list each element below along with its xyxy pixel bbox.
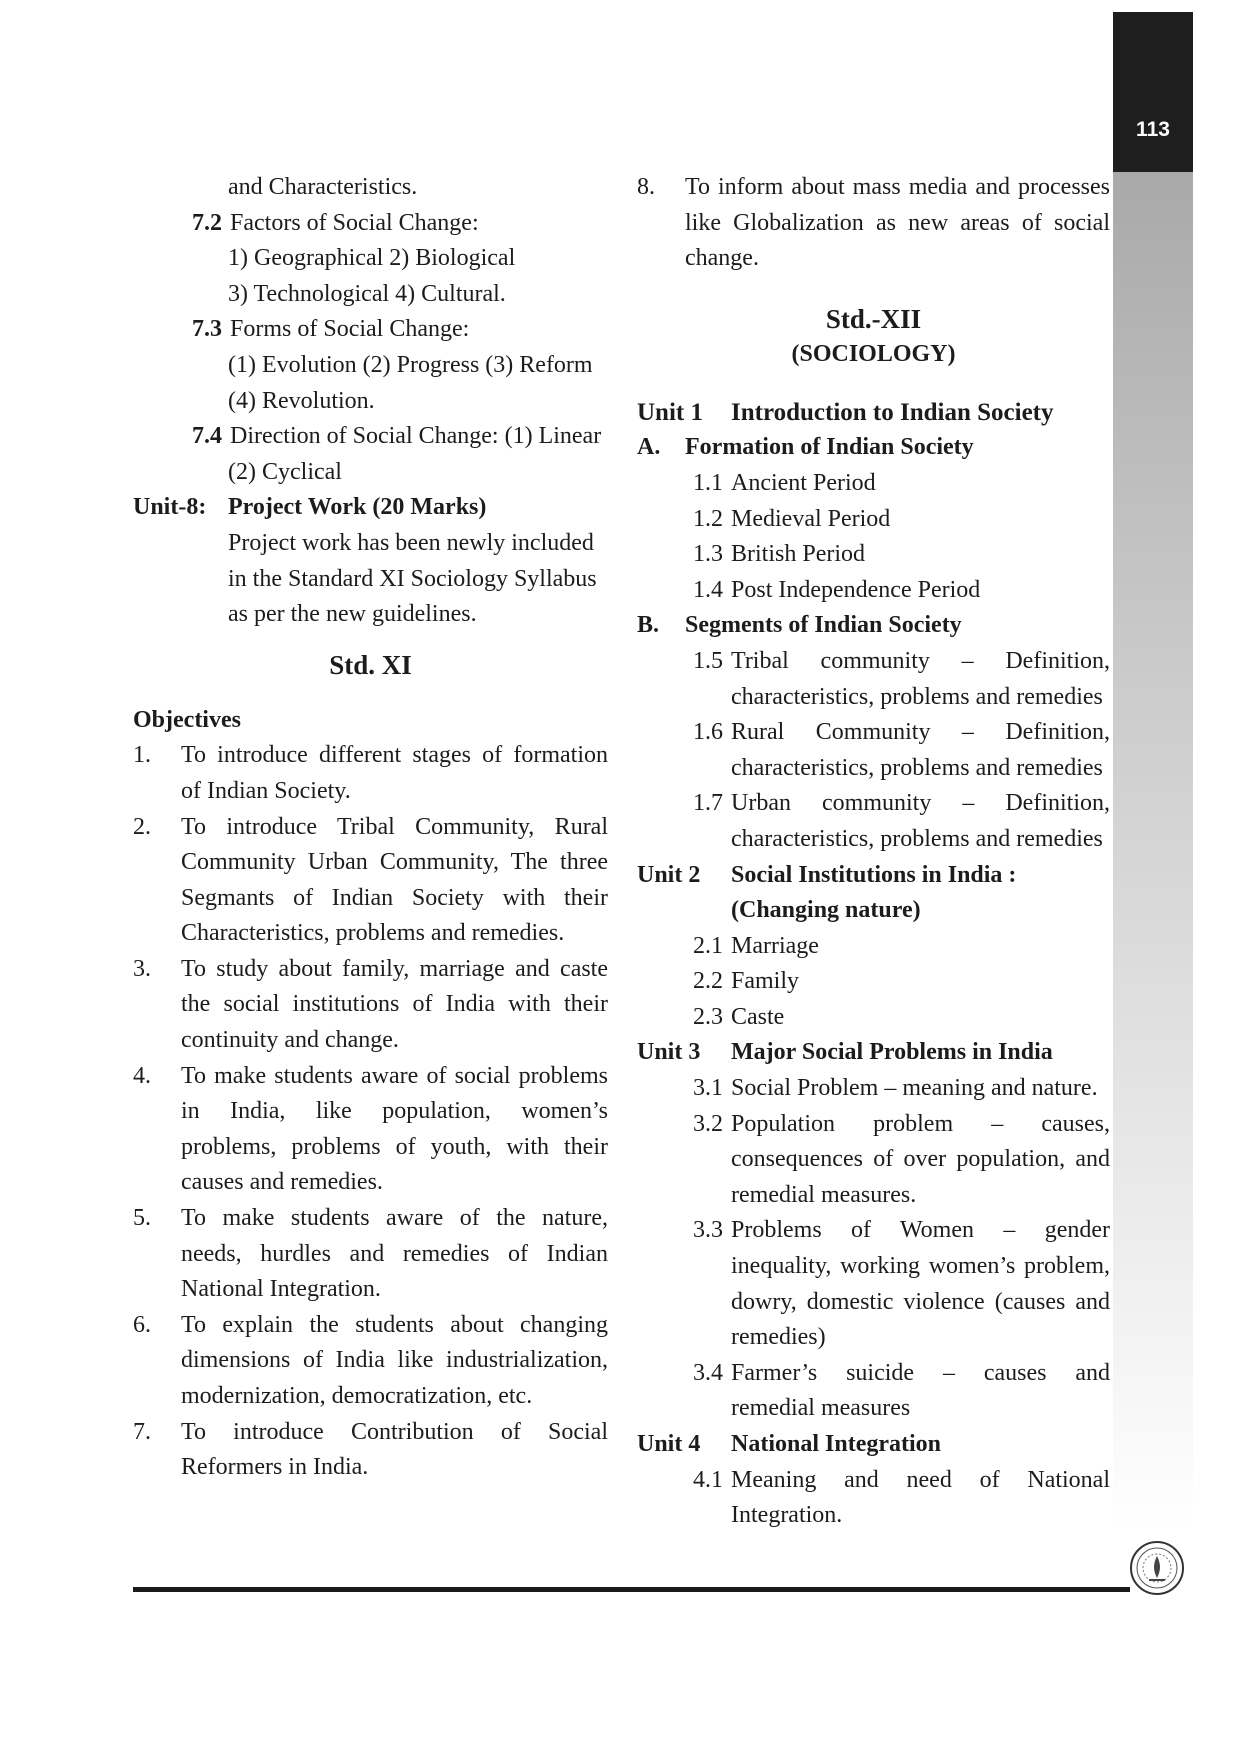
objective-text: To study about family, marriage and caste — [181, 955, 608, 982]
section-7-3 — [133, 312, 608, 348]
objective-number: 5. — [133, 1205, 151, 1232]
objective-text: To inform about mass media and processes — [685, 174, 1110, 200]
section-7-4 — [133, 419, 608, 455]
section-a-items — [637, 466, 1110, 608]
section-b-items — [637, 644, 1110, 858]
footer-rule — [133, 1587, 1130, 1592]
objectives-heading: Objectives — [133, 706, 241, 733]
objective-number: 1. — [133, 742, 151, 769]
objective-number: 8. — [637, 174, 655, 200]
item-number: 2.1 — [693, 932, 723, 959]
item-number: 2.2 — [693, 968, 723, 995]
item-number: 3.2 — [693, 1110, 723, 1137]
section-title: Forms of Social Change: — [230, 316, 470, 343]
unit-2-items — [637, 929, 1110, 1036]
objective-text: To make students aware of the nature, — [181, 1205, 608, 1232]
objectives-list — [133, 738, 608, 1485]
unit-title: Major Social Problems in India — [731, 1039, 1053, 1066]
section-title: Segments of Indian Society — [685, 612, 962, 639]
section-number: 7.3 — [192, 316, 222, 343]
objective-text: continuity and change. — [181, 1027, 399, 1054]
side-gradient-bar — [1113, 172, 1193, 1532]
list-item — [637, 573, 1110, 609]
list-item — [637, 929, 1110, 965]
unit-title: Social Institutions in India : — [731, 861, 1017, 888]
item-number: 1.1 — [693, 469, 723, 496]
unit-2-heading — [637, 858, 1110, 894]
objective-text: causes and remedies. — [181, 1169, 383, 1196]
section-b-heading — [637, 608, 1110, 644]
list-item — [637, 1463, 1110, 1499]
section-text: Direction of Social Change: (1) Linear — [230, 423, 602, 450]
left-column — [133, 170, 608, 1486]
unit-4-heading — [637, 1427, 1110, 1463]
section-number: 7.4 — [192, 423, 222, 450]
unit-1-heading — [637, 395, 1110, 431]
section-title: Formation of Indian Society — [685, 434, 974, 461]
unit-text: as per the new guidelines. — [228, 601, 477, 628]
objective-text: dimensions of India like industrialization, — [181, 1347, 608, 1374]
item-text: Population problem – causes, — [731, 1110, 1110, 1137]
page-number: 113 — [1136, 118, 1170, 141]
objective-text: needs, hurdles and remedies of Indian — [181, 1240, 608, 1267]
section-text: 3) Technological 4) Cultural. — [228, 280, 506, 307]
objective-item — [133, 738, 608, 774]
objective-item — [133, 810, 608, 846]
unit-label: Unit 3 — [637, 1039, 701, 1066]
item-text: Caste — [731, 1003, 785, 1030]
section-7-2 — [133, 206, 608, 242]
item-text: characteristics, problems and remedies — [731, 683, 1103, 710]
item-number: 1.6 — [693, 719, 723, 746]
objective-number: 6. — [133, 1311, 151, 1338]
unit-3-items — [637, 1071, 1110, 1427]
unit-title: Project Work (20 Marks) — [228, 494, 487, 521]
unit-title-continued: (Changing nature) — [731, 897, 921, 924]
objective-item — [133, 1201, 608, 1237]
std-xii-heading: Std.-XII — [825, 303, 922, 334]
item-text: remedies) — [731, 1324, 826, 1351]
objective-text: To make students aware of social problems — [181, 1062, 608, 1089]
objective-item — [133, 952, 608, 988]
item-text: remedial measures — [731, 1395, 911, 1422]
item-number: 2.3 — [693, 1003, 723, 1030]
std-xi-heading: Std. XI — [329, 649, 412, 680]
list-item — [637, 1071, 1110, 1107]
objective-text: To introduce Contribution of Social — [181, 1418, 608, 1445]
section-label: B. — [637, 612, 660, 639]
section-text: (4) Revolution. — [228, 387, 375, 414]
list-item — [637, 537, 1110, 573]
objective-item — [637, 170, 1110, 206]
list-item — [637, 502, 1110, 538]
unit-8-heading — [133, 490, 608, 526]
unit-label: Unit-8: — [133, 494, 207, 521]
subject-heading: (SOCIOLOGY) — [791, 340, 956, 367]
item-number: 3.1 — [693, 1075, 723, 1102]
section-title: Factors of Social Change: — [230, 209, 479, 236]
objective-text: of Indian Society. — [181, 777, 351, 804]
item-text: Marriage — [731, 932, 819, 959]
item-text: Problems of Women – gender — [731, 1217, 1110, 1244]
objective-text: To introduce Tribal Community, Rural — [181, 813, 608, 840]
objective-text: Community Urban Community, The three — [181, 849, 608, 876]
item-text: Rural Community – Definition, — [731, 719, 1110, 746]
unit-label: Unit 2 — [637, 861, 701, 888]
objective-text: Characteristics, problems and remedies. — [181, 920, 565, 947]
section-label: A. — [637, 434, 661, 461]
item-text: Social Problem – meaning and nature. — [731, 1075, 1098, 1102]
item-number: 3.3 — [693, 1217, 723, 1244]
item-text: British Period — [731, 541, 866, 568]
list-item — [637, 964, 1110, 1000]
item-number: 1.7 — [693, 790, 723, 817]
item-text: characteristics, problems and remedies — [731, 825, 1103, 852]
objective-item — [133, 1308, 608, 1344]
unit-3-heading — [637, 1035, 1110, 1071]
item-text: inequality, working women’s problem, — [731, 1253, 1110, 1280]
objective-text: Reformers in India. — [181, 1454, 369, 1481]
item-text: Farmer’s suicide – causes and — [731, 1359, 1110, 1386]
list-item — [637, 1107, 1110, 1143]
item-number: 4.1 — [693, 1466, 723, 1493]
emblem-seal-icon — [1129, 1540, 1185, 1596]
objective-text: the social institutions of India with their — [181, 991, 608, 1018]
unit-4-items — [637, 1463, 1110, 1534]
objective-text: To explain the students about changing — [181, 1311, 608, 1338]
item-number: 1.3 — [693, 541, 723, 568]
section-text: (1) Evolution (2) Progress (3) Reform — [228, 351, 593, 378]
objective-text: modernization, democratization, etc. — [181, 1383, 533, 1409]
objective-text: problems, problems of youth, with their — [181, 1133, 608, 1160]
item-text: consequences of over population, and — [731, 1146, 1110, 1173]
right-column — [637, 170, 1110, 1534]
list-item — [637, 1000, 1110, 1036]
section-a-heading — [637, 430, 1110, 466]
item-number: 1.4 — [693, 576, 723, 603]
item-text: Post Independence Period — [731, 576, 981, 603]
unit-label: Unit 1 — [637, 398, 703, 426]
item-number: 1.2 — [693, 505, 723, 532]
item-text: Family — [731, 968, 800, 995]
list-item — [637, 786, 1110, 822]
section-number: 7.2 — [192, 209, 222, 236]
objective-text: like Globalization as new areas of social — [685, 209, 1110, 236]
unit-label: Unit 4 — [637, 1431, 701, 1457]
item-text: Tribal community – Definition, — [731, 647, 1110, 674]
unit-title: National Integration — [731, 1431, 941, 1457]
section-text: (2) Cyclical — [228, 458, 342, 485]
objective-text: Segmants of Indian Society with their — [181, 884, 608, 911]
objective-number: 4. — [133, 1062, 151, 1089]
page-tab — [1113, 12, 1193, 172]
item-text: Medieval Period — [731, 505, 891, 532]
list-item — [637, 715, 1110, 751]
section-text: 1) Geographical 2) Biological — [228, 245, 516, 272]
item-text: dowry, domestic violence (causes and — [731, 1288, 1110, 1315]
list-item — [637, 1213, 1110, 1249]
item-number: 3.4 — [693, 1359, 723, 1386]
objective-number: 3. — [133, 955, 151, 982]
unit-text: in the Standard XI Sociology Syllabus — [228, 565, 597, 592]
objective-text: National Integration. — [181, 1276, 381, 1303]
unit-title: Introduction to Indian Society — [731, 398, 1054, 426]
item-text: Integration. — [731, 1502, 843, 1529]
item-number: 1.5 — [693, 647, 723, 674]
continued-line: and Characteristics. — [228, 174, 418, 200]
list-item — [637, 466, 1110, 502]
item-text: characteristics, problems and remedies — [731, 754, 1103, 781]
objective-text: change. — [685, 245, 759, 272]
objective-item — [133, 1059, 608, 1095]
list-item — [637, 1356, 1110, 1392]
unit-text: Project work has been newly included — [228, 529, 594, 556]
objective-text: in India, like population, women’s — [181, 1098, 608, 1125]
item-text: Meaning and need of National — [731, 1466, 1110, 1493]
item-text: remedial measures. — [731, 1181, 917, 1208]
objective-number: 7. — [133, 1418, 151, 1445]
objective-item — [133, 1415, 608, 1451]
item-text: Ancient Period — [731, 469, 876, 496]
list-item — [637, 644, 1110, 680]
objective-number: 2. — [133, 813, 151, 840]
item-text: Urban community – Definition, — [731, 790, 1110, 817]
objective-text: To introduce different stages of formation — [181, 742, 608, 769]
